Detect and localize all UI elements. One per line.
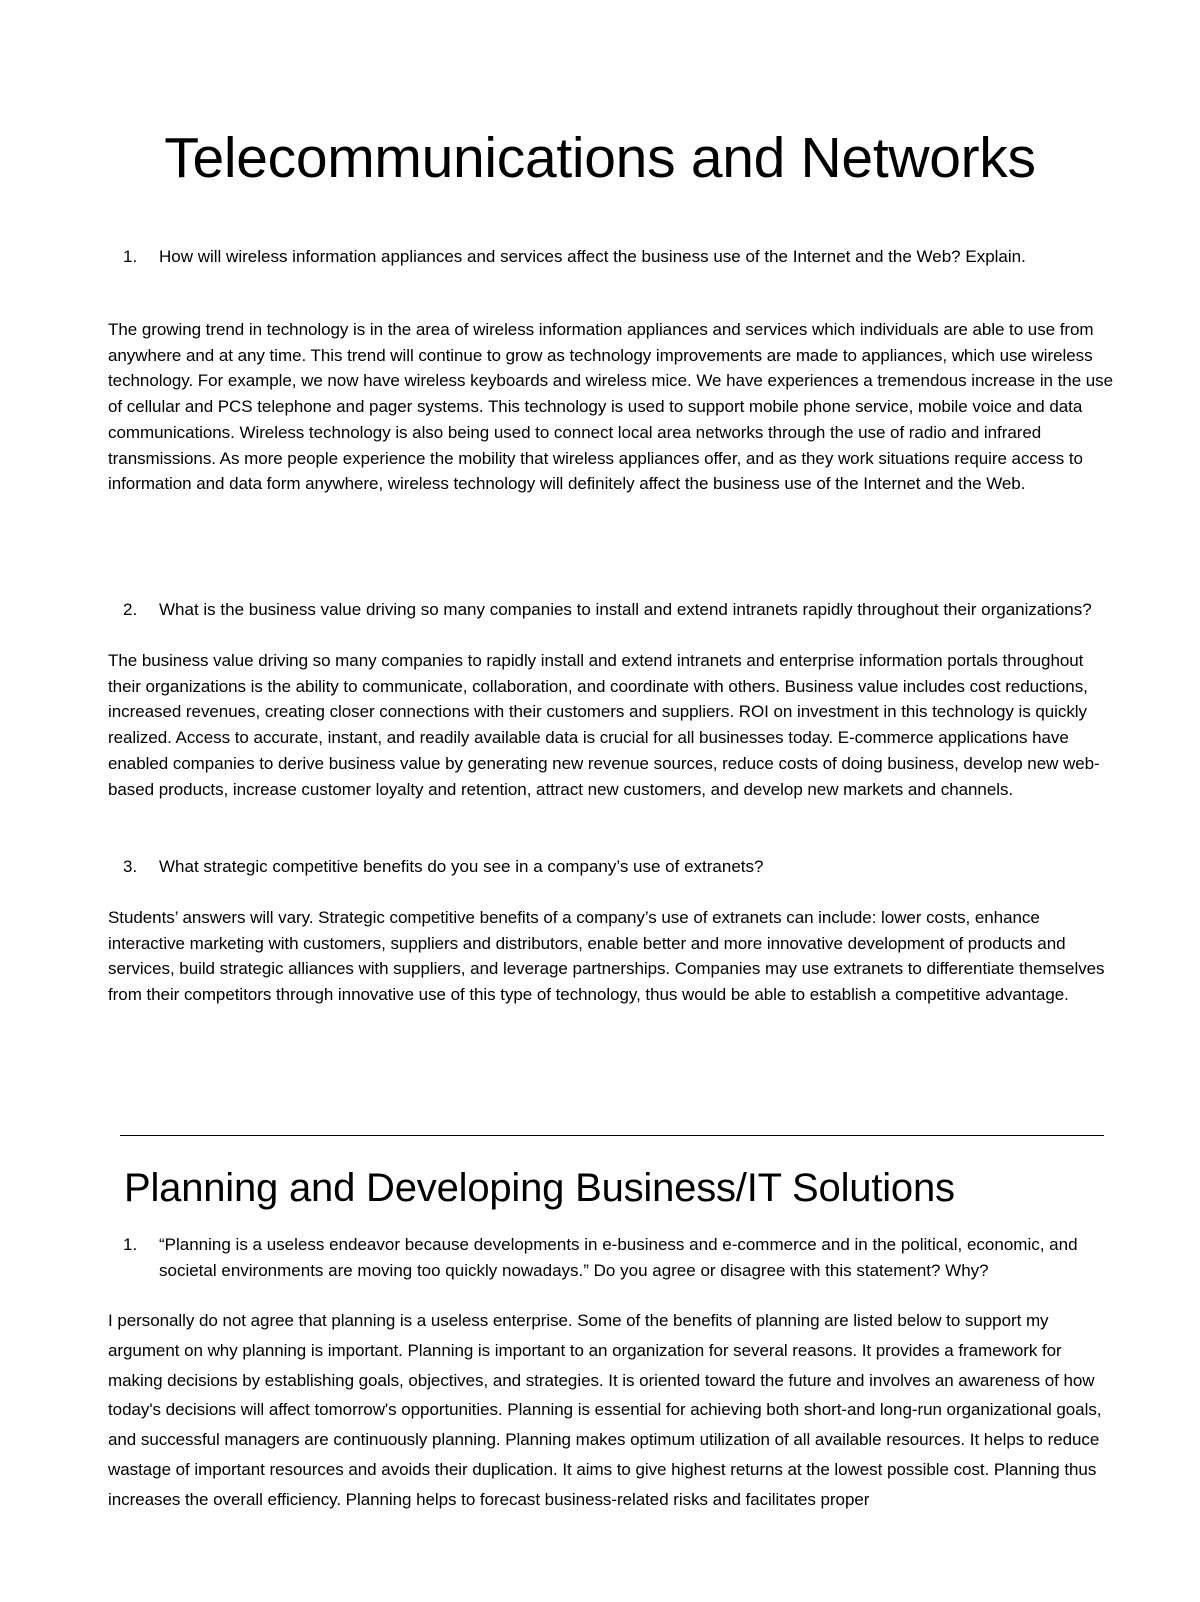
question-text: How will wireless information appliances and services affect the business use of the Internet and the Web? Explain. — [159, 247, 1026, 266]
question-1-planning — [108, 1232, 1118, 1283]
section-title-planning: Planning and Developing Business/IT Solutions — [124, 1166, 955, 1210]
question-2 — [108, 597, 1118, 623]
answer-planning-1: I personally do not agree that planning is a useless enterprise. Some of the benefits of planning are listed below to support my argument on why planning is important. Planning is important to an organization for several reasons. It provides a framework for making decisions by establishing goals, objectives, and strategies. It is oriented toward the future and involves an awareness of how today's decisions will affect tomorrow's opportunities. Planning is essential for achieving both short-and long-run organizational goals, and successful managers are continuously planning. Planning makes optimum utilization of all available resources. It helps to reduce wastage of important resources and avoids their duplication. It aims to give highest returns at the lowest possible cost. Planning thus increases the overall efficiency. Planning helps to forecast business-related risks and facilitates proper — [108, 1311, 1102, 1509]
answer-3: Students’ answers will vary. Strategic competitive benefits of a company’s use of extranets can include: lower costs, enhance interactive marketing with customers, suppliers and distributors, enable better and more innovative development of products and services, build strategic alliances with suppliers, and leverage partnerships. Companies may use extranets to differentiate themselves from their competitors through innovative use of this type of technology, thus would be able to establish a competitive advantage. — [108, 908, 1105, 1005]
question-1 — [108, 244, 1118, 270]
question-number: 2. — [123, 600, 138, 619]
section-divider — [120, 1135, 1104, 1136]
question-number: 3. — [123, 857, 138, 876]
question-text: “Planning is a useless endeavor because developments in e-business and e-commerce and in the political, economic, and societal environments are moving too quickly nowadays.” Do you agree or disagree with this statement? Why? — [159, 1235, 1078, 1280]
question-text: What is the business value driving so many companies to install and extend intranets rapidly throughout their organizations? — [159, 600, 1092, 619]
answer-1: The growing trend in technology is in the area of wireless information appliances and services which individuals are able to use from anywhere and at any time. This trend will continue to grow as technology improvements are made to appliances, which use wireless technology. For example, we now have wireless keyboards and wireless mice. We have experiences a tremendous increase in the use of cellular and PCS telephone and pager systems. This technology is used to support mobile phone service, mobile voice and data communications. Wireless technology is also being used to connect local area networks through the use of radio and infrared transmissions. As more people experience the mobility that wireless appliances offer, and as they work situations require access to information and data form anywhere, wireless technology will definitely affect the business use of the Internet and the Web. — [108, 320, 1114, 494]
answer-2: The business value driving so many companies to rapidly install and extend intranets and enterprise information portals throughout their organizations is the ability to communicate, collaboration, and coordinate with others. Business value includes cost reductions, increased revenues, creating closer connections with their customers and suppliers. ROI on investment in this technology is quickly realized. Access to accurate, instant, and readily available data is crucial for all businesses today. E-commerce applications have enabled companies to derive business value by generating new revenue sources, reduce costs of doing business, develop new web-based products, increase customer loyalty and retention, attract new customers, and develop new markets and channels. — [108, 651, 1100, 799]
question-number: 1. — [123, 247, 138, 266]
section-title-telecommunications: Telecommunications and Networks — [164, 126, 1036, 190]
question-3 — [108, 854, 1118, 880]
question-text: What strategic competitive benefits do you see in a company’s use of extranets? — [159, 857, 764, 876]
question-number: 1. — [123, 1235, 138, 1254]
